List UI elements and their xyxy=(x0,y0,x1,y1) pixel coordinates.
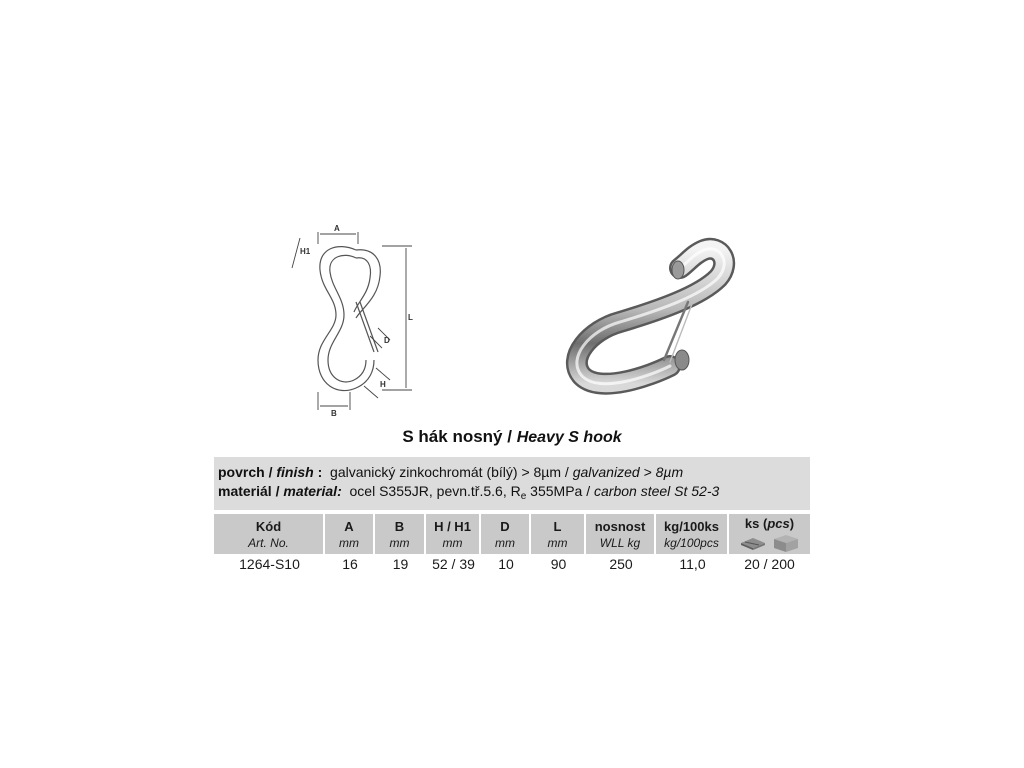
cell-b: 19 xyxy=(392,556,409,572)
material-value-sub: e xyxy=(520,491,527,502)
material-label-en: material: xyxy=(283,483,342,499)
cell-d: 10 xyxy=(498,556,514,572)
cell-a: 16 xyxy=(342,556,358,572)
material-value-en: carbon steel St 52-3 xyxy=(594,483,720,499)
product-title xyxy=(0,427,1024,447)
header-wll: nosnost WLL kg xyxy=(586,514,656,554)
finish-label-cz: povrch xyxy=(218,464,265,480)
large-box-icon xyxy=(772,533,800,553)
header-b: B mm xyxy=(375,514,426,554)
cell-pcs: 20 / 200 xyxy=(744,556,795,572)
finish-value-cz: galvanický zinkochromát (bílý) > 8µm xyxy=(330,464,562,480)
title-cz: S hák nosný xyxy=(402,427,503,446)
label-h: H xyxy=(380,380,386,389)
cell-code: 1264-S10 xyxy=(239,556,300,572)
header-h-h1: H / H1 mm xyxy=(426,514,481,554)
header-pcs: ks (pcs) xyxy=(729,514,810,554)
label-l: L xyxy=(408,313,413,322)
technical-drawing xyxy=(278,220,428,416)
cell-weight: 11,0 xyxy=(679,556,706,572)
label-d: D xyxy=(384,336,390,345)
material-label-cz: materiál xyxy=(218,483,272,499)
finish-line: povrch / finish : galvanický zinkochromát (bílý) > 8µm / galvanized > 8µm xyxy=(218,464,684,480)
header-a: A mm xyxy=(325,514,375,554)
material-value-cz2: 355MPa xyxy=(530,483,583,499)
finish-label-en: finish xyxy=(276,464,314,480)
small-box-icon xyxy=(739,533,767,551)
header-l: L mm xyxy=(531,514,586,554)
hook-photo xyxy=(560,226,760,410)
table-header-row xyxy=(214,514,810,554)
cell-wll: 250 xyxy=(609,556,633,572)
material-line: materiál / material: ocel S355JR, pevn.tř.5.6, $R_e$ 355MPa / carbon steel St 52-3 xyxy=(218,483,720,502)
spec-table xyxy=(214,514,810,574)
label-a: A xyxy=(334,224,340,233)
label-b: B xyxy=(331,409,337,416)
title-en: Heavy S hook xyxy=(516,429,622,446)
header-code: Kód Art. No. xyxy=(214,514,325,554)
table-row xyxy=(214,554,810,574)
finish-value-en: galvanized > 8µm xyxy=(572,464,684,480)
header-d: D mm xyxy=(481,514,531,554)
cell-l: 90 xyxy=(550,556,567,572)
label-h1: H1 xyxy=(300,247,311,256)
cell-h-h1: 52 / 39 xyxy=(432,556,475,572)
header-weight: kg/100ks kg/100pcs xyxy=(656,514,729,554)
material-value-cz: ocel S355JR, pevn.tř.5.6, R xyxy=(349,483,521,499)
title-separator: / xyxy=(507,427,512,446)
spec-box xyxy=(214,457,810,510)
